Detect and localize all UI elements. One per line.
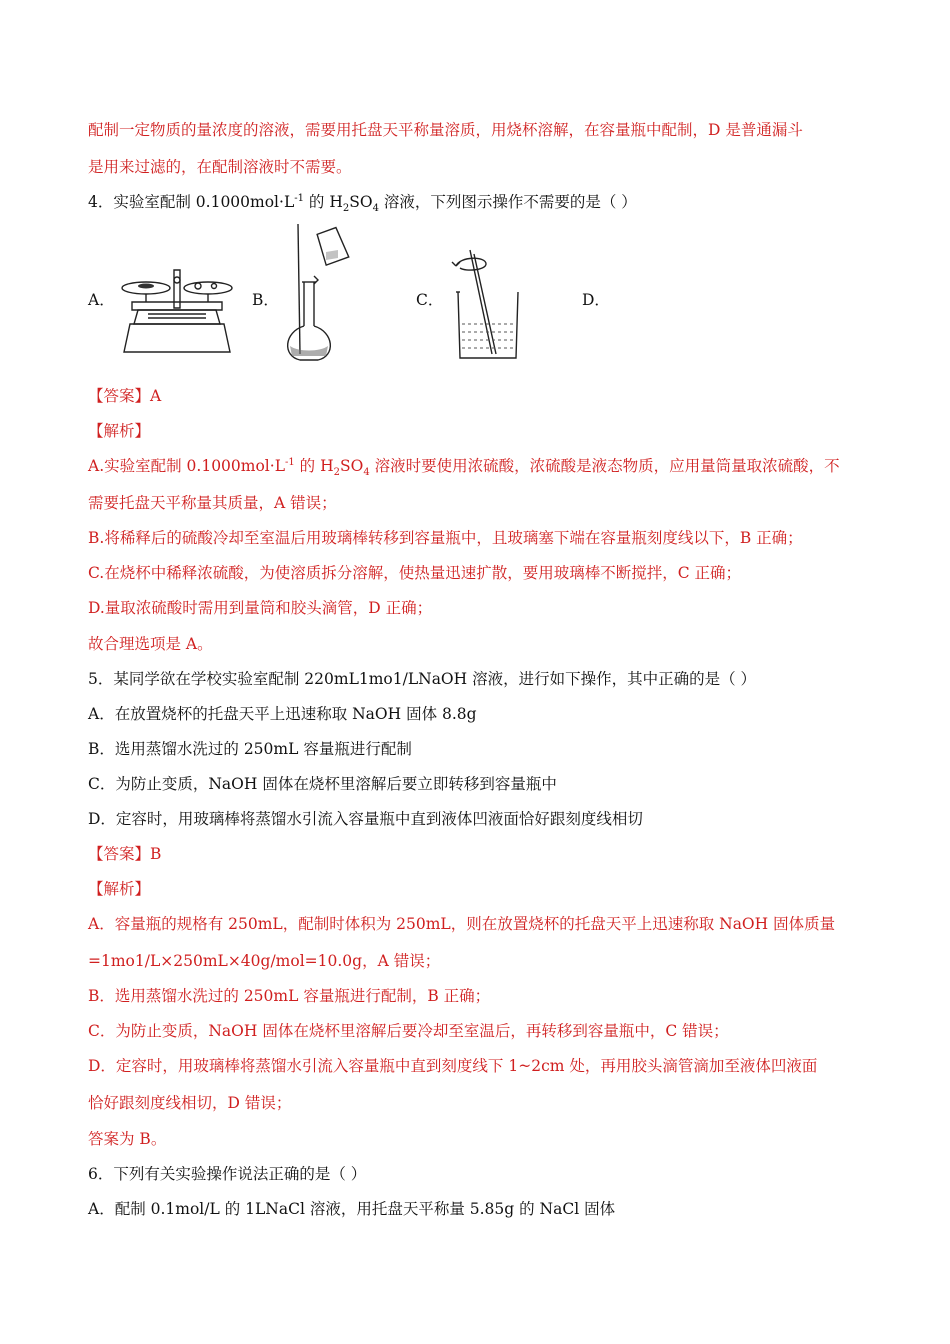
q4-analysis-b: B.将稀释后的硫酸冷却至室温后用玻璃棒转移到容量瓶中，且玻璃塞下端在容量瓶刻度线以下，B 正确； <box>88 529 803 547</box>
q5-stem: 5．某同学欲在学校实验室配制 220mL1mo1/LNaOH 溶液，进行如下操作，其中正确的是（ ） <box>88 670 757 688</box>
q4-analysis-c: C.在烧杯中稀释浓硫酸，为使溶质拆分溶解，使热量迅速扩散，要用玻璃棒不断搅拌，C 正确； <box>88 564 742 582</box>
q5-option-d: D．定容时，用玻璃棒将蒸馏水引流入容量瓶中直到液体凹液面恰好跟刻度线相切 <box>88 810 643 828</box>
intro-line-2: 是用来过滤的，在配制溶液时不需要。 <box>88 158 352 176</box>
q4-answer: 【答案】A <box>88 387 162 405</box>
q6-stem: 6．下列有关实验操作说法正确的是（ ） <box>88 1165 367 1183</box>
beaker-stirring-figure <box>446 242 522 362</box>
q4-stem: 4．实验室配制 $0.1000mol\cdot L^{-1}$ 的 $H_2SO_4$ 溶液，下列图示操作不需要的是（ ） <box>88 192 637 215</box>
q4-conclusion: 故合理选项是 A。 <box>88 635 213 653</box>
q4-analysis-d: D.量取浓硫酸时需用到量筒和胶头滴管，D 正确； <box>88 599 433 617</box>
q6-option-a: A．配制 0.1mol/L 的 1LNaCl 溶液，用托盘天平称量 5.85g 的 NaCl 固体 <box>88 1200 616 1218</box>
q5-analysis-tag: 【解析】 <box>88 880 151 898</box>
balance-figure <box>118 262 238 356</box>
flask-transfer-figure <box>278 222 358 362</box>
q4-option-c-label: C． <box>416 291 444 309</box>
q5-option-a: A．在放置烧杯的托盘天平上迅速称取 NaOH 固体 8.8g <box>88 705 477 723</box>
q4-analysis-a-line-2: 需要托盘天平称量其质量，A 错误； <box>88 494 337 512</box>
intro-line-1: 配制一定物质的量浓度的溶液，需要用托盘天平称量溶质，用烧杯溶解，在容量瓶中配制，D 是普通漏斗 <box>88 121 803 139</box>
q5-analysis-line: =1mo1/L×250mL×40g/mol=10.0g，A 错误； <box>88 952 441 970</box>
q5-analysis-line: 恰好跟刻度线相切，D 错误； <box>88 1094 292 1112</box>
q4-analysis-a-line-1: A.实验室配制 $0.1000mol\cdot L^{-1}$ 的 $H_2SO_4$ 溶液时要使用浓硫酸，浓硫酸是液态物质，应用量筒量取浓硫酸，不 <box>88 456 840 479</box>
q4-analysis-tag: 【解析】 <box>88 422 151 440</box>
q5-answer: 【答案】B <box>88 845 162 863</box>
q4-option-b-label: B． <box>252 291 279 309</box>
q5-option-c: C．为防止变质，NaOH 固体在烧杯里溶解后要立即转移到容量瓶中 <box>88 775 557 793</box>
q5-option-b: B．选用蒸馏水洗过的 250mL 容量瓶进行配制 <box>88 740 412 758</box>
q5-analysis-line: A．容量瓶的规格有 250mL，配制时体积为 250mL，则在放置烧杯的托盘天平上迅速称取 NaOH 固体质量 <box>88 915 836 933</box>
q5-analysis-line: D．定容时，用玻璃棒将蒸馏水引流入容量瓶中直到刻度线下 1~2cm 处，再用胶头滴管滴加至液体凹液面 <box>88 1057 818 1075</box>
q4-option-d-label: D． <box>582 291 610 309</box>
q5-analysis-line: B．选用蒸馏水洗过的 250mL 容量瓶进行配制，B 正确； <box>88 987 491 1005</box>
q5-analysis-line: 答案为 B。 <box>88 1130 167 1148</box>
q4-option-a-label: A． <box>88 291 115 309</box>
q5-analysis-line: C．为防止变质，NaOH 固体在烧杯里溶解后要冷却至室温后，再转移到容量瓶中，C 错误； <box>88 1022 729 1040</box>
